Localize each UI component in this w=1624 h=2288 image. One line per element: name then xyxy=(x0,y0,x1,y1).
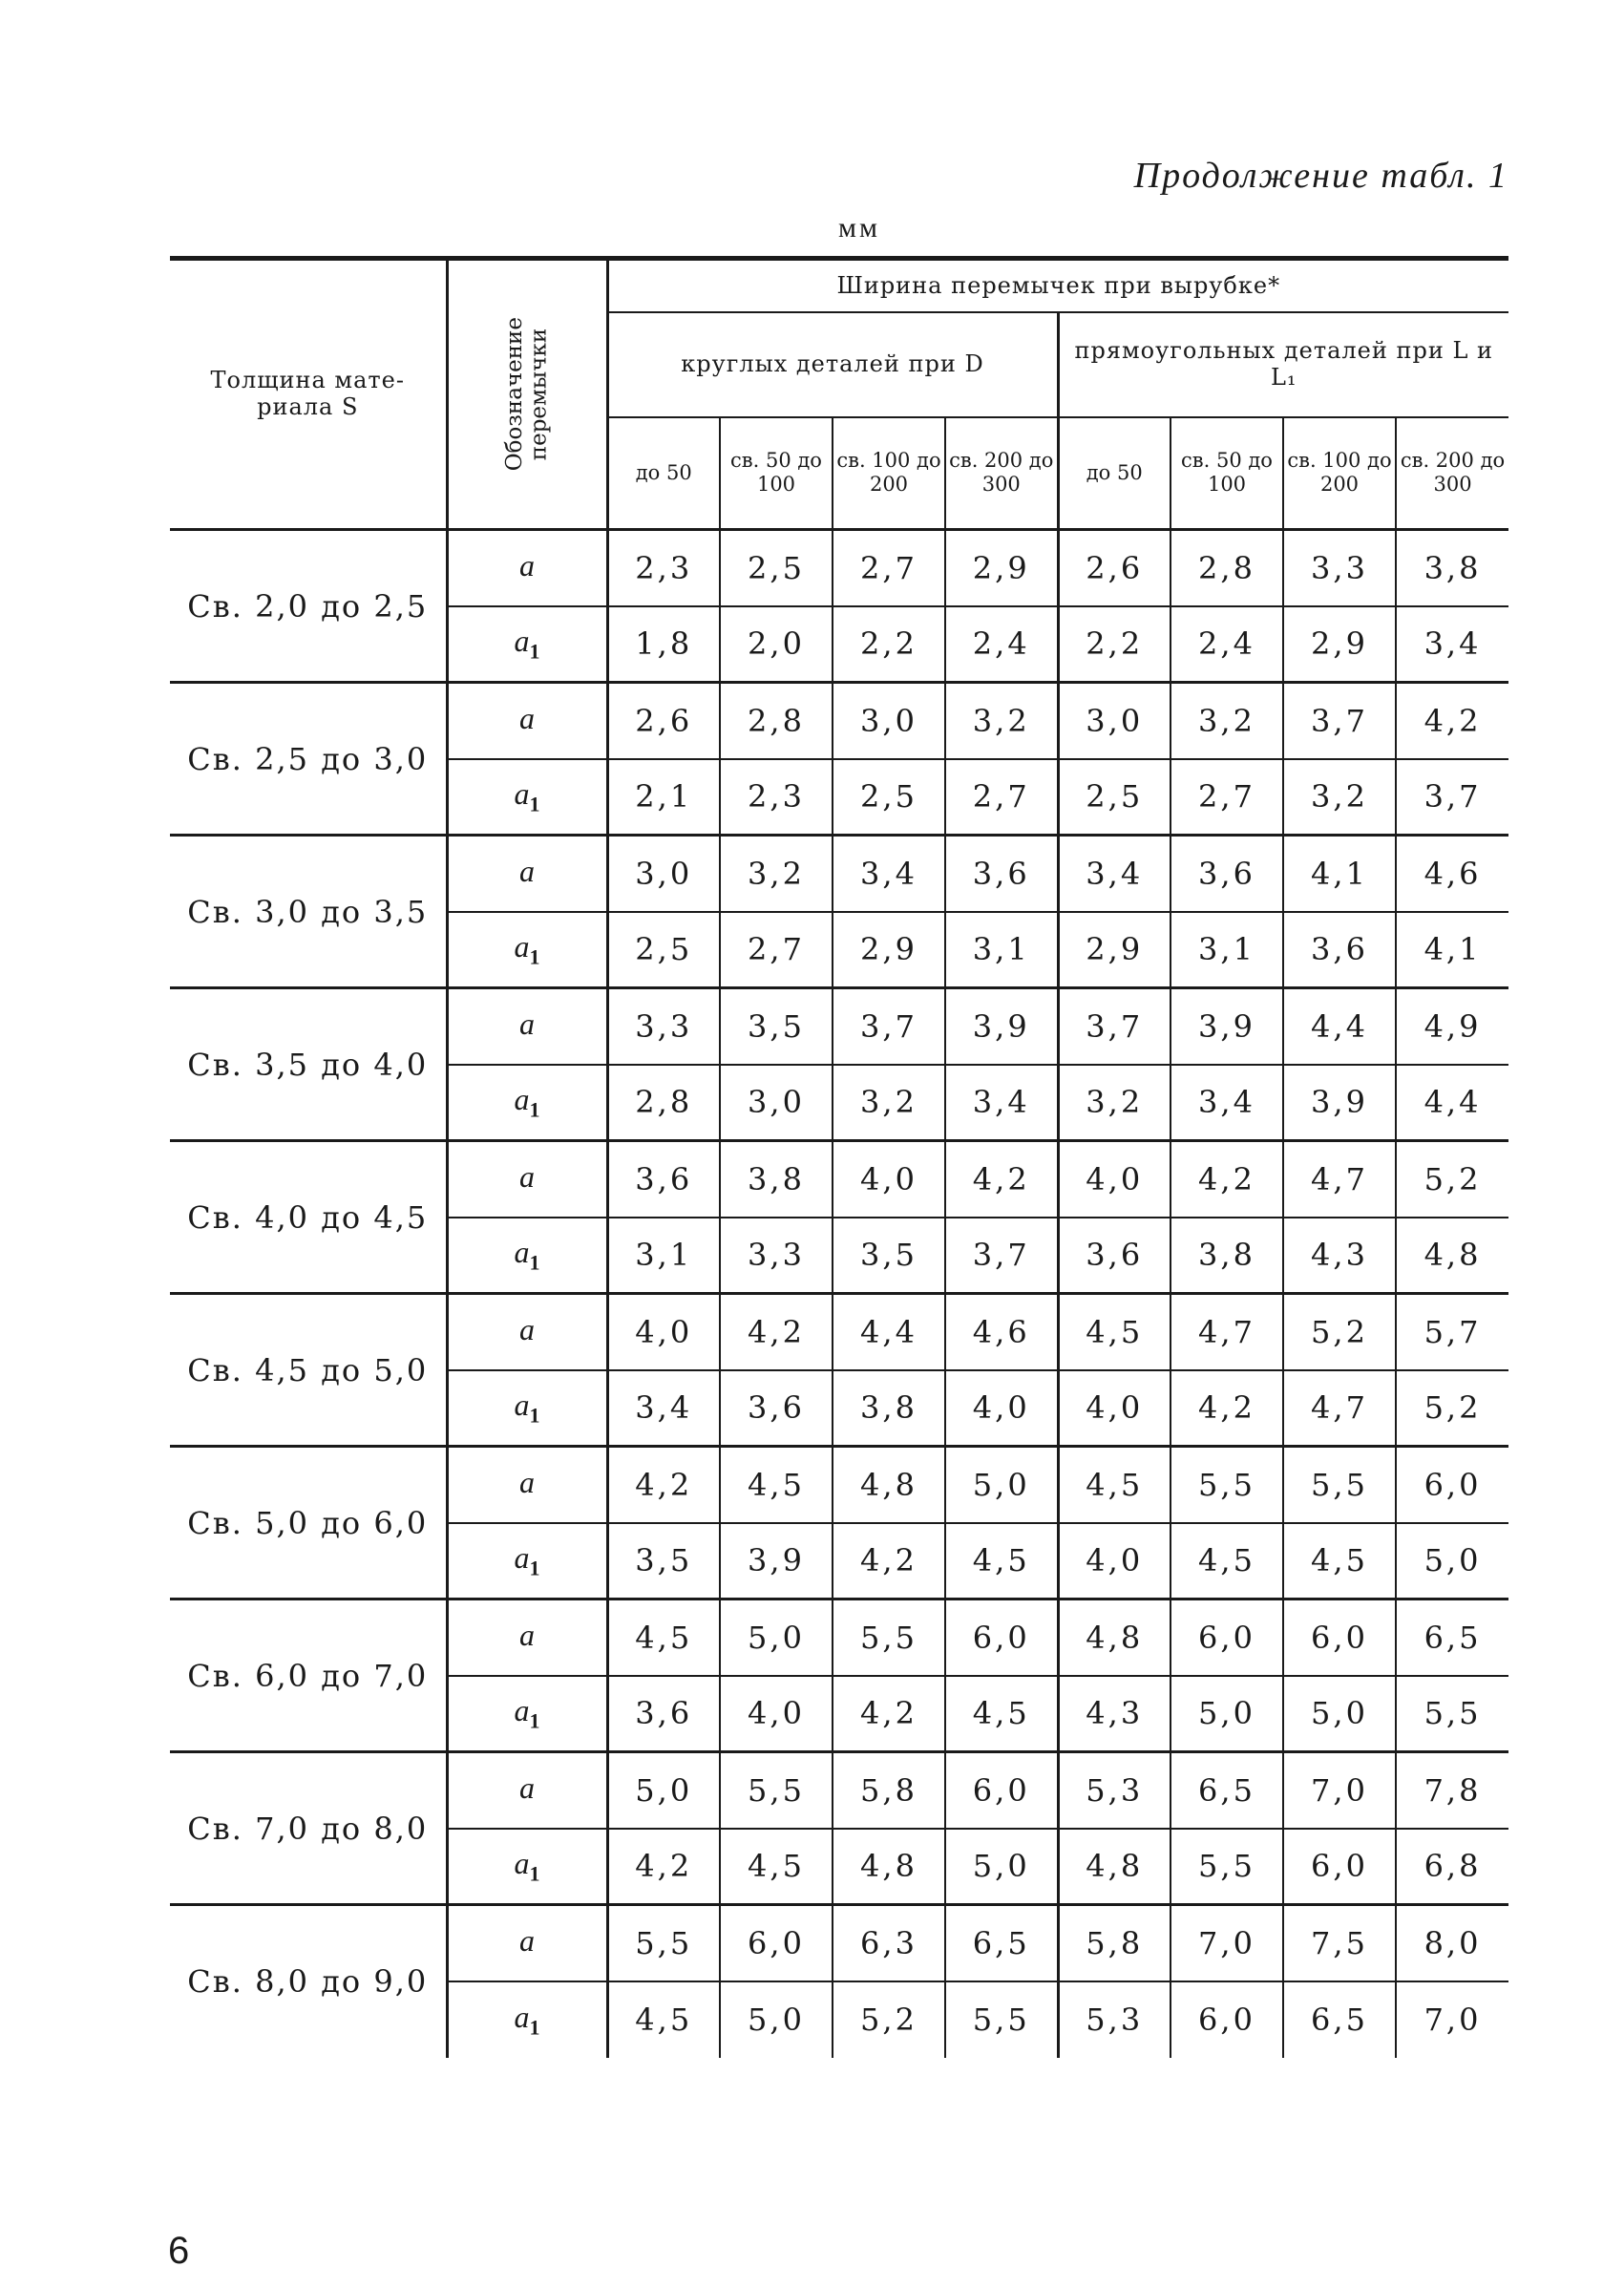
table-cell: 3,0 xyxy=(720,1065,833,1141)
table-cell: 4,8 xyxy=(1058,1599,1171,1676)
table-cell: 4,1 xyxy=(1283,836,1396,912)
bridge-designation xyxy=(447,1370,607,1447)
table-cell: 2,3 xyxy=(720,759,833,836)
designation-letter: a xyxy=(519,700,535,735)
table-cell: 3,5 xyxy=(833,1218,945,1294)
designation-letter: a xyxy=(514,776,530,812)
bridge-designation xyxy=(447,836,607,912)
designation-letter: a xyxy=(519,1158,535,1194)
table-cell: 3,7 xyxy=(1058,988,1171,1065)
table-cell: 4,0 xyxy=(1058,1141,1171,1218)
table-cell: 2,5 xyxy=(1058,759,1171,836)
table-cell: 4,5 xyxy=(720,1447,833,1523)
table-cell: 3,6 xyxy=(1283,912,1396,988)
table-cell: 3,4 xyxy=(945,1065,1058,1141)
thickness-range: Св. 6,0 до 7,0 xyxy=(170,1599,447,1752)
table-cell: 6,0 xyxy=(1283,1829,1396,1905)
table-cell: 4,4 xyxy=(833,1294,945,1370)
designation-subscript: 1 xyxy=(529,1861,540,1886)
table-cell: 4,2 xyxy=(607,1829,720,1905)
table-cell: 3,4 xyxy=(833,836,945,912)
bridge-designation xyxy=(447,1752,607,1829)
sub-header-4: до 50 xyxy=(1058,417,1171,530)
designation-column-header xyxy=(447,259,607,530)
table-row xyxy=(170,1905,1508,1981)
table-cell: 4,3 xyxy=(1058,1676,1171,1752)
table-cell: 3,6 xyxy=(945,836,1058,912)
table-cell: 5,5 xyxy=(1171,1829,1283,1905)
table-cell: 3,1 xyxy=(607,1218,720,1294)
table-row xyxy=(170,1447,1508,1523)
bridge-designation xyxy=(447,1599,607,1676)
table-cell: 6,0 xyxy=(720,1905,833,1981)
table-cell: 5,0 xyxy=(1171,1676,1283,1752)
table-cell: 3,6 xyxy=(720,1370,833,1447)
table-cell: 4,4 xyxy=(1283,988,1396,1065)
table-cell: 2,5 xyxy=(607,912,720,988)
table-cell: 4,7 xyxy=(1283,1370,1396,1447)
table-cell: 3,3 xyxy=(720,1218,833,1294)
table-cell: 4,2 xyxy=(833,1523,945,1599)
designation-letter: a xyxy=(514,1388,530,1423)
designation-letter: a xyxy=(519,1464,535,1499)
thickness-header-text: Толщина мате- риала S xyxy=(210,367,405,420)
table-cell: 3,0 xyxy=(833,683,945,759)
table-cell: 4,0 xyxy=(720,1676,833,1752)
table-cell: 2,4 xyxy=(945,606,1058,683)
table-row xyxy=(170,1141,1508,1218)
thickness-range: Св. 7,0 до 8,0 xyxy=(170,1752,447,1905)
table-cell: 6,0 xyxy=(945,1752,1058,1829)
table-cell: 3,2 xyxy=(945,683,1058,759)
thickness-range: Св. 2,0 до 2,5 xyxy=(187,587,429,625)
table-cell: 2,6 xyxy=(607,683,720,759)
table-row xyxy=(170,530,1508,606)
table-cell: 3,4 xyxy=(1396,606,1508,683)
sub-header-5: св. 50 до 100 xyxy=(1171,417,1283,530)
bridge-designation xyxy=(447,1141,607,1218)
bridge-designation xyxy=(447,1218,607,1294)
table-cell: 4,5 xyxy=(1058,1447,1171,1523)
thickness-range: Св. 3,5 до 4,0 xyxy=(170,988,447,1141)
table-cell: 2,7 xyxy=(833,530,945,606)
table-cell: 3,6 xyxy=(1058,1218,1171,1294)
table-cell: 4,5 xyxy=(1283,1523,1396,1599)
bridge-designation xyxy=(447,1523,607,1599)
table-cell: 2,2 xyxy=(833,606,945,683)
table-cell: 7,0 xyxy=(1396,1981,1508,2058)
table-cell: 4,2 xyxy=(607,1447,720,1523)
sub-header-6: св. 100 до 200 xyxy=(1283,417,1396,530)
units-label: мм xyxy=(838,212,880,244)
table-cell: 7,5 xyxy=(1283,1905,1396,1981)
thickness-range: Св. 5,0 до 6,0 xyxy=(170,1447,447,1599)
table-cell: 6,5 xyxy=(1283,1981,1396,2058)
table-cell: 6,3 xyxy=(833,1905,945,1981)
table-cell: 5,8 xyxy=(1058,1905,1171,1981)
bridge-designation xyxy=(447,1829,607,1905)
table-cell: 6,5 xyxy=(945,1905,1058,1981)
designation-letter: a xyxy=(514,624,530,659)
table-cell: 6,0 xyxy=(1396,1447,1508,1523)
table-cell: 5,8 xyxy=(833,1752,945,1829)
designation-subscript: 1 xyxy=(529,1708,540,1733)
designation-letter: a xyxy=(514,1235,530,1270)
table-cell: 5,0 xyxy=(1396,1523,1508,1599)
table-cell: 3,0 xyxy=(607,836,720,912)
table-cell: 5,0 xyxy=(945,1829,1058,1905)
table-cell: 3,2 xyxy=(833,1065,945,1141)
table-cell: 3,8 xyxy=(1171,1218,1283,1294)
designation-letter: a xyxy=(514,1846,530,1881)
table-cell: 4,0 xyxy=(607,1294,720,1370)
thickness-range: Св. 4,0 до 4,5 xyxy=(170,1141,447,1294)
table-cell: 2,1 xyxy=(607,759,720,836)
designation-subscript: 1 xyxy=(529,1250,540,1275)
width-group-header: Ширина перемычек при вырубке* xyxy=(607,259,1508,313)
round-parts-header: круглых деталей при D xyxy=(607,312,1058,417)
designation-letter: a xyxy=(519,1617,535,1652)
table-cell: 6,0 xyxy=(1283,1599,1396,1676)
table-cell: 3,7 xyxy=(945,1218,1058,1294)
table-cell: 5,5 xyxy=(607,1905,720,1981)
table-cell: 4,2 xyxy=(1171,1141,1283,1218)
table-cell: 5,0 xyxy=(607,1752,720,1829)
table-cell: 4,5 xyxy=(945,1523,1058,1599)
table-cell: 2,2 xyxy=(1058,606,1171,683)
designation-letter: a xyxy=(519,853,535,888)
table-cell: 3,9 xyxy=(720,1523,833,1599)
table-cell: 5,5 xyxy=(1171,1447,1283,1523)
table-cell: 3,5 xyxy=(607,1523,720,1599)
designation-subscript: 1 xyxy=(529,639,540,664)
table-cell: 2,9 xyxy=(1283,606,1396,683)
table-cell: 5,2 xyxy=(1396,1141,1508,1218)
table-cell: 5,0 xyxy=(945,1447,1058,1523)
designation-letter: a xyxy=(514,1693,530,1728)
table-cell: 4,2 xyxy=(945,1141,1058,1218)
bridge-designation xyxy=(447,1294,607,1370)
table-cell: 7,0 xyxy=(1171,1905,1283,1981)
table-cell: 3,7 xyxy=(1396,759,1508,836)
bridge-designation xyxy=(447,606,607,683)
table-cell: 4,8 xyxy=(1396,1218,1508,1294)
table-cell: 3,8 xyxy=(720,1141,833,1218)
table-cell: 3,5 xyxy=(720,988,833,1065)
designation-subscript: 1 xyxy=(529,1097,540,1122)
designation-letter: a xyxy=(514,1999,530,2034)
table-cell: 2,5 xyxy=(720,530,833,606)
table-cell: 6,0 xyxy=(1171,1981,1283,2058)
table-cell: 3,4 xyxy=(607,1370,720,1447)
table-cell: 2,9 xyxy=(945,530,1058,606)
table-cell: 4,7 xyxy=(1283,1141,1396,1218)
table-cell: 3,7 xyxy=(1283,683,1396,759)
table-cell: 3,6 xyxy=(607,1676,720,1752)
table-cell: 2,0 xyxy=(720,606,833,683)
sub-header-3: св. 200 до 300 xyxy=(945,417,1058,530)
table-cell: 2,9 xyxy=(833,912,945,988)
designation-letter: a xyxy=(514,1540,530,1576)
designation-letter: a xyxy=(519,1922,535,1958)
designation-letter: a xyxy=(514,929,530,964)
table-cell: 4,7 xyxy=(1171,1294,1283,1370)
sub-header-0: до 50 xyxy=(607,417,720,530)
table-cell: 2,3 xyxy=(607,530,720,606)
bridge-designation xyxy=(447,759,607,836)
table-cell: 5,2 xyxy=(1283,1294,1396,1370)
bridge-designation xyxy=(447,530,607,606)
table-cell: 1,8 xyxy=(607,606,720,683)
bridge-designation xyxy=(447,1905,607,1981)
table-cell: 6,8 xyxy=(1396,1829,1508,1905)
table-cell: 5,0 xyxy=(1283,1676,1396,1752)
table-cell: 2,8 xyxy=(607,1065,720,1141)
table-cell: 5,3 xyxy=(1058,1752,1171,1829)
table-cell: 2,7 xyxy=(720,912,833,988)
table-cell: 5,7 xyxy=(1396,1294,1508,1370)
table-cell: 4,8 xyxy=(833,1829,945,1905)
table-row xyxy=(170,1599,1508,1676)
table-row xyxy=(170,988,1508,1065)
table-cell: 5,5 xyxy=(945,1981,1058,2058)
table-cell: 3,8 xyxy=(1396,530,1508,606)
thickness-range: Св. 2,5 до 3,0 xyxy=(170,683,447,836)
table-cell: 4,8 xyxy=(833,1447,945,1523)
designation-letter: a xyxy=(519,1769,535,1805)
table-cell: 3,9 xyxy=(1283,1065,1396,1141)
designation-letter: a xyxy=(519,547,535,583)
table-cell: 4,5 xyxy=(1171,1523,1283,1599)
bridge-designation xyxy=(447,988,607,1065)
thickness-range: Св. 3,0 до 3,5 xyxy=(170,836,447,988)
table-caption: Продолжение табл. 1 xyxy=(1133,156,1508,196)
designation-subscript: 1 xyxy=(529,1403,540,1428)
table-cell: 3,4 xyxy=(1171,1065,1283,1141)
table-cell: 4,8 xyxy=(1058,1829,1171,1905)
table-cell: 5,3 xyxy=(1058,1981,1171,2058)
table-row xyxy=(170,1752,1508,1829)
table-row xyxy=(170,1294,1508,1370)
table-cell: 3,9 xyxy=(1171,988,1283,1065)
sub-header-7: св. 200 до 300 xyxy=(1396,417,1508,530)
table-cell: 3,2 xyxy=(1283,759,1396,836)
table-cell: 2,8 xyxy=(720,683,833,759)
table-cell: 4,2 xyxy=(1171,1370,1283,1447)
designation-header-text: Обозначение перемычки xyxy=(501,317,551,472)
designation-subscript: 1 xyxy=(529,1556,540,1580)
table-cell: 7,8 xyxy=(1396,1752,1508,1829)
table-cell: 4,0 xyxy=(945,1370,1058,1447)
table-cell: 4,6 xyxy=(945,1294,1058,1370)
table-cell: 3,6 xyxy=(1171,836,1283,912)
thickness-range: Св. 4,5 до 5,0 xyxy=(170,1294,447,1447)
table-cell: 8,0 xyxy=(1396,1905,1508,1981)
designation-subscript: 1 xyxy=(529,944,540,969)
table-cell: 2,8 xyxy=(1171,530,1283,606)
page-number: 6 xyxy=(168,2230,190,2272)
table-cell: 4,9 xyxy=(1396,988,1508,1065)
table-cell: 3,6 xyxy=(607,1141,720,1218)
thickness-column-header xyxy=(170,259,447,530)
table-cell: 4,0 xyxy=(1058,1523,1171,1599)
table-row xyxy=(170,836,1508,912)
table-cell: 3,8 xyxy=(833,1370,945,1447)
table-cell: 4,5 xyxy=(607,1981,720,2058)
rect-parts-header: прямоугольных деталей при L и L₁ xyxy=(1058,312,1508,417)
designation-letter: a xyxy=(514,1082,530,1117)
table-cell: 3,0 xyxy=(1058,683,1171,759)
table-cell: 4,4 xyxy=(1396,1065,1508,1141)
table-cell: 2,7 xyxy=(945,759,1058,836)
sub-header-2: св. 100 до 200 xyxy=(833,417,945,530)
table-cell: 2,4 xyxy=(1171,606,1283,683)
table-cell: 3,2 xyxy=(1058,1065,1171,1141)
table-cell: 4,2 xyxy=(720,1294,833,1370)
bridge-designation xyxy=(447,912,607,988)
table-row xyxy=(170,683,1508,759)
table-cell: 7,0 xyxy=(1283,1752,1396,1829)
table-cell: 3,2 xyxy=(1171,683,1283,759)
bridge-designation xyxy=(447,1447,607,1523)
table-cell: 3,3 xyxy=(607,988,720,1065)
designation-subscript: 1 xyxy=(529,792,540,816)
table-cell: 5,5 xyxy=(833,1599,945,1676)
table-cell: 5,5 xyxy=(720,1752,833,1829)
table-cell: 5,0 xyxy=(720,1981,833,2058)
table-cell: 4,6 xyxy=(1396,836,1508,912)
table-cell: 2,6 xyxy=(1058,530,1171,606)
table-cell: 4,0 xyxy=(1058,1370,1171,1447)
table-cell: 4,0 xyxy=(833,1141,945,1218)
bridge-designation xyxy=(447,683,607,759)
table-cell: 2,5 xyxy=(833,759,945,836)
table-cell: 4,5 xyxy=(607,1599,720,1676)
bridge-designation xyxy=(447,1676,607,1752)
table-cell: 6,5 xyxy=(1171,1752,1283,1829)
table-cell: 5,2 xyxy=(833,1981,945,2058)
table-cell: 6,0 xyxy=(1171,1599,1283,1676)
table-cell: 4,1 xyxy=(1396,912,1508,988)
bridge-designation xyxy=(447,1981,607,2058)
table-cell: 3,7 xyxy=(833,988,945,1065)
table-cell: 4,3 xyxy=(1283,1218,1396,1294)
designation-letter: a xyxy=(519,1311,535,1346)
table-cell: 4,2 xyxy=(1396,683,1508,759)
table-cell: 6,0 xyxy=(945,1599,1058,1676)
table-cell: 3,9 xyxy=(945,988,1058,1065)
table-cell: 3,3 xyxy=(1283,530,1396,606)
table-cell: 5,5 xyxy=(1283,1447,1396,1523)
designation-letter: a xyxy=(519,1006,535,1041)
table-cell: 4,5 xyxy=(720,1829,833,1905)
table-cell: 3,1 xyxy=(1171,912,1283,988)
table-cell: 4,2 xyxy=(833,1676,945,1752)
table-cell: 6,5 xyxy=(1396,1599,1508,1676)
table-cell: 3,1 xyxy=(945,912,1058,988)
table-cell: 4,5 xyxy=(945,1676,1058,1752)
table-cell: 3,2 xyxy=(720,836,833,912)
table-cell: 3,4 xyxy=(1058,836,1171,912)
sub-header-1: св. 50 до 100 xyxy=(720,417,833,530)
bridge-width-table xyxy=(170,256,1508,2058)
bridge-designation xyxy=(447,1065,607,1141)
table-cell: 5,2 xyxy=(1396,1370,1508,1447)
table-cell: 4,5 xyxy=(1058,1294,1171,1370)
table-cell: 5,0 xyxy=(720,1599,833,1676)
table-cell: 5,5 xyxy=(1396,1676,1508,1752)
designation-subscript: 1 xyxy=(529,2015,540,2040)
thickness-range: Св. 8,0 до 9,0 xyxy=(170,1905,447,2058)
table-cell: 2,9 xyxy=(1058,912,1171,988)
table-cell: 2,7 xyxy=(1171,759,1283,836)
